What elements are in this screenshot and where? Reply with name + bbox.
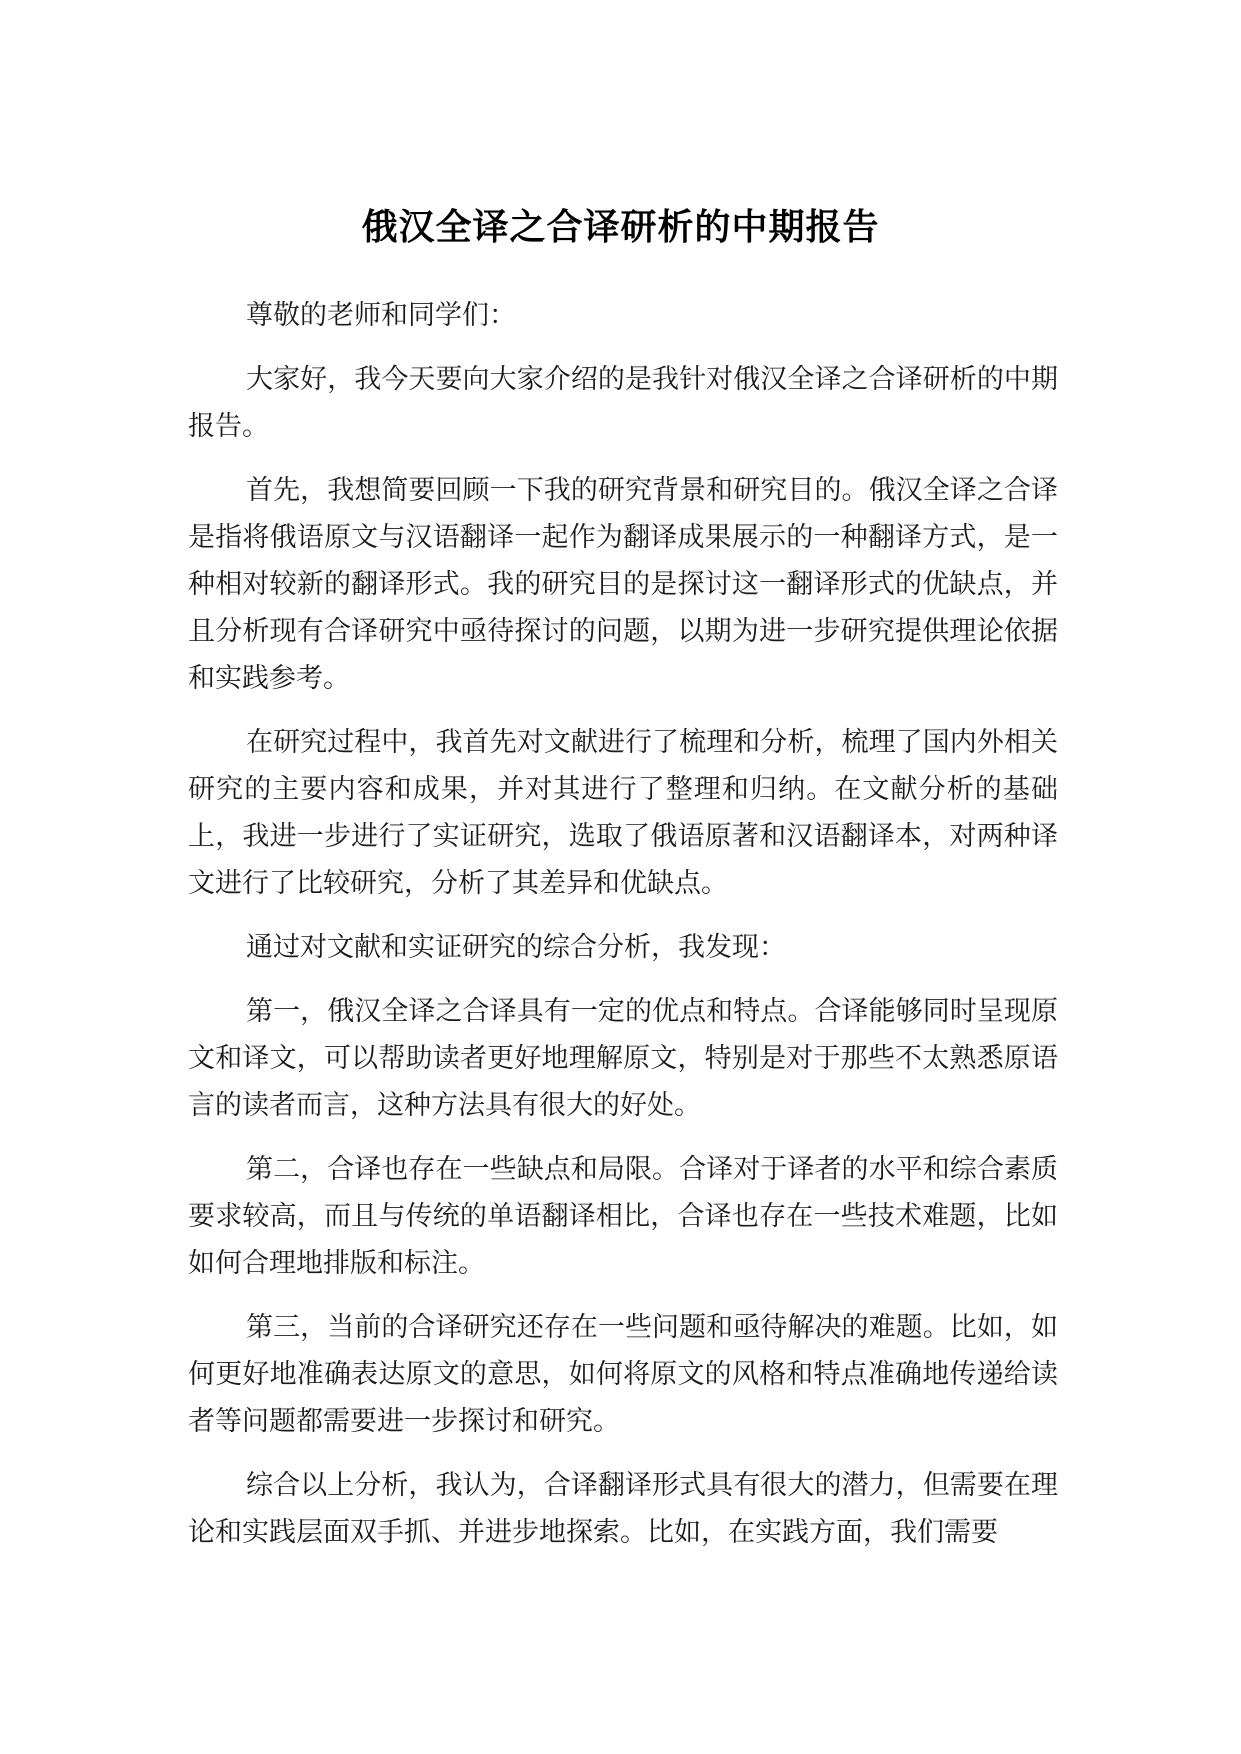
paragraph-background: 首先，我想简要回顾一下我的研究背景和研究目的。俄汉全译之合译是指将俄语原文与汉语翻译一起作为翻译成果展示的一种翻译方式，是一种相对较新的翻译形式。我的研究目的是探讨这一翻译形式的优缺点，并且分析现有合译研究中亟待探讨的问题，以期为进一步研究提供理论依据和实践参考。 [188,475,1058,694]
paragraph-salutation: 尊敬的老师和同学们： [246,300,516,331]
paragraph-research-process: 在研究过程中，我首先对文献进行了梳理和分析，梳理了国内外相关研究的主要内容和成果，并对其进行了整理和归纳。在文献分析的基础上，我进一步进行了实证研究，选取了俄语原著和汉语翻译本，对两种译文进行了比较研究，分析了其差异和优缺点。 [188,727,1058,899]
paragraph-conclusion: 综合以上分析，我认为，合译翻译形式具有很大的潜力，但需要在理论和实践层面双手抓、并进步地探索。比如，在实践方面，我们需要 [188,1470,1058,1548]
paragraph-finding-third: 第三，当前的合译研究还存在一些问题和亟待解决的难题。比如，如何更好地准确表达原文的意思，如何将原文的风格和特点准确地传递给读者等问题都需要进一步探讨和研究。 [188,1312,1058,1437]
paragraph-greeting: 大家好，我今天要向大家介绍的是我针对俄汉全译之合译研析的中期报告。 [188,364,1058,442]
document-title: 俄汉全译之合译研析的中期报告 [361,207,880,249]
document-body [188,292,1058,1573]
paragraph-finding-first: 第一，俄汉全译之合译具有一定的优点和特点。合译能够同时呈现原文和译文，可以帮助读者更好地理解原文，特别是对于那些不太熟悉原语言的读者而言，这种方法具有很大的好处。 [188,996,1058,1121]
paragraph-finding-second: 第二，合译也存在一些缺点和局限。合译对于译者的水平和综合素质要求较高，而且与传统的单语翻译相比，合译也存在一些技术难题，比如如何合理地排版和标注。 [188,1154,1058,1279]
paragraph-findings-intro: 通过对文献和实证研究的综合分析，我发现： [246,932,786,963]
